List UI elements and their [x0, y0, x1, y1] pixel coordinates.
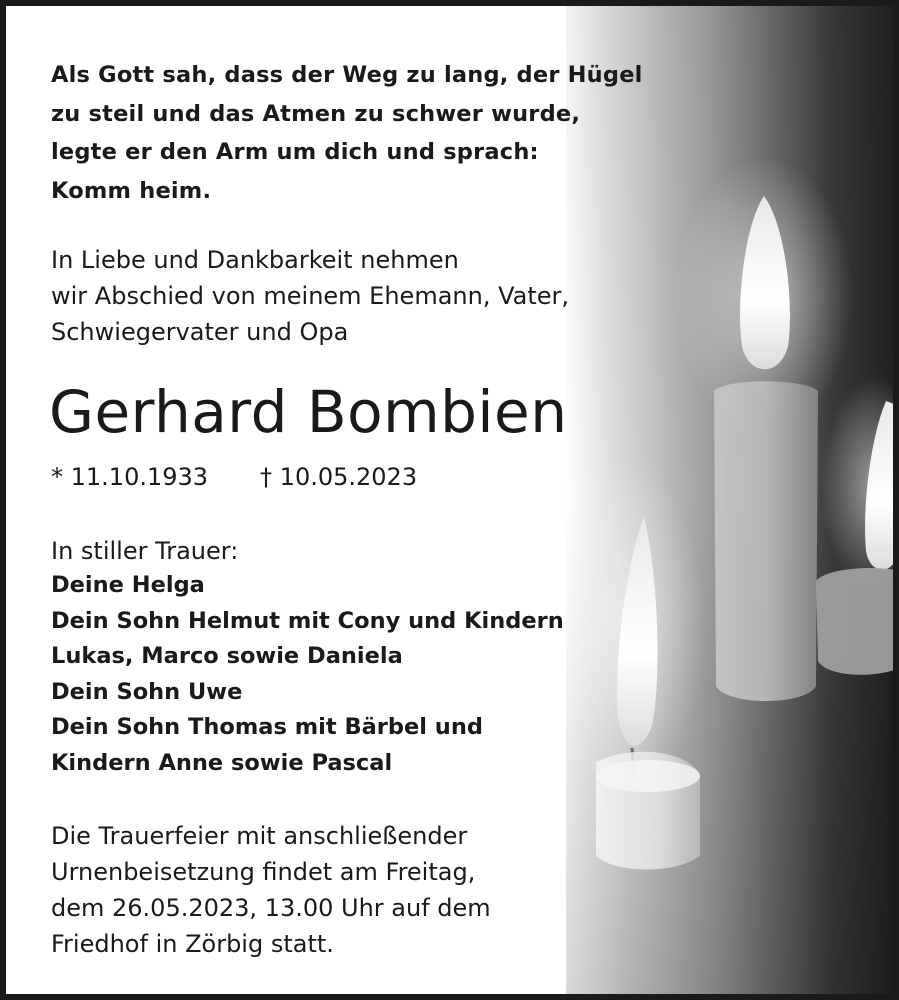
- birth-date: * 11.10.1933: [51, 463, 209, 491]
- mourner-line: Dein Sohn Uwe: [51, 678, 243, 705]
- intro-text: [51, 242, 671, 350]
- mourner-line: Kindern Anne sowie Pascal: [51, 749, 393, 776]
- life-dates: [51, 459, 417, 495]
- intro-line: In Liebe und Dankbarkeit nehmen: [51, 246, 459, 274]
- funeral-line: Friedhof in Zörbig statt.: [51, 930, 334, 958]
- poem-line: Als Gott sah, dass der Weg zu lang, der Hügel: [51, 62, 643, 88]
- death-date: † 10.05.2023: [260, 463, 418, 491]
- intro-line: Schwiegervater und Opa: [51, 318, 349, 346]
- deceased-name: Gerhard Bombien: [49, 378, 568, 446]
- mourners-label: In stiller Trauer:: [51, 537, 239, 565]
- funeral-line: Urnenbeisetzung findet am Freitag,: [51, 858, 476, 886]
- funeral-line: dem 26.05.2023, 13.00 Uhr auf dem: [51, 894, 491, 922]
- mourner-line: Lukas, Marco sowie Daniela: [51, 643, 403, 669]
- poem-line: Komm heim.: [51, 177, 212, 204]
- poem-line: zu steil und das Atmen zu schwer wurde,: [51, 100, 581, 127]
- mourner-line: Dein Sohn Thomas mit Bärbel und: [51, 714, 483, 740]
- mourner-line: Dein Sohn Helmut mit Cony und Kindern: [51, 607, 564, 634]
- funeral-details: [51, 818, 671, 962]
- intro-line: wir Abschied von meinem Ehemann, Vater,: [51, 282, 570, 310]
- mourners-list: [51, 568, 671, 781]
- poem: [51, 56, 671, 210]
- funeral-line: Die Trauerfeier mit anschließender: [51, 822, 468, 850]
- mourner-line: Deine Helga: [51, 572, 205, 598]
- poem-line: legte er den Arm um dich und sprach:: [51, 139, 539, 165]
